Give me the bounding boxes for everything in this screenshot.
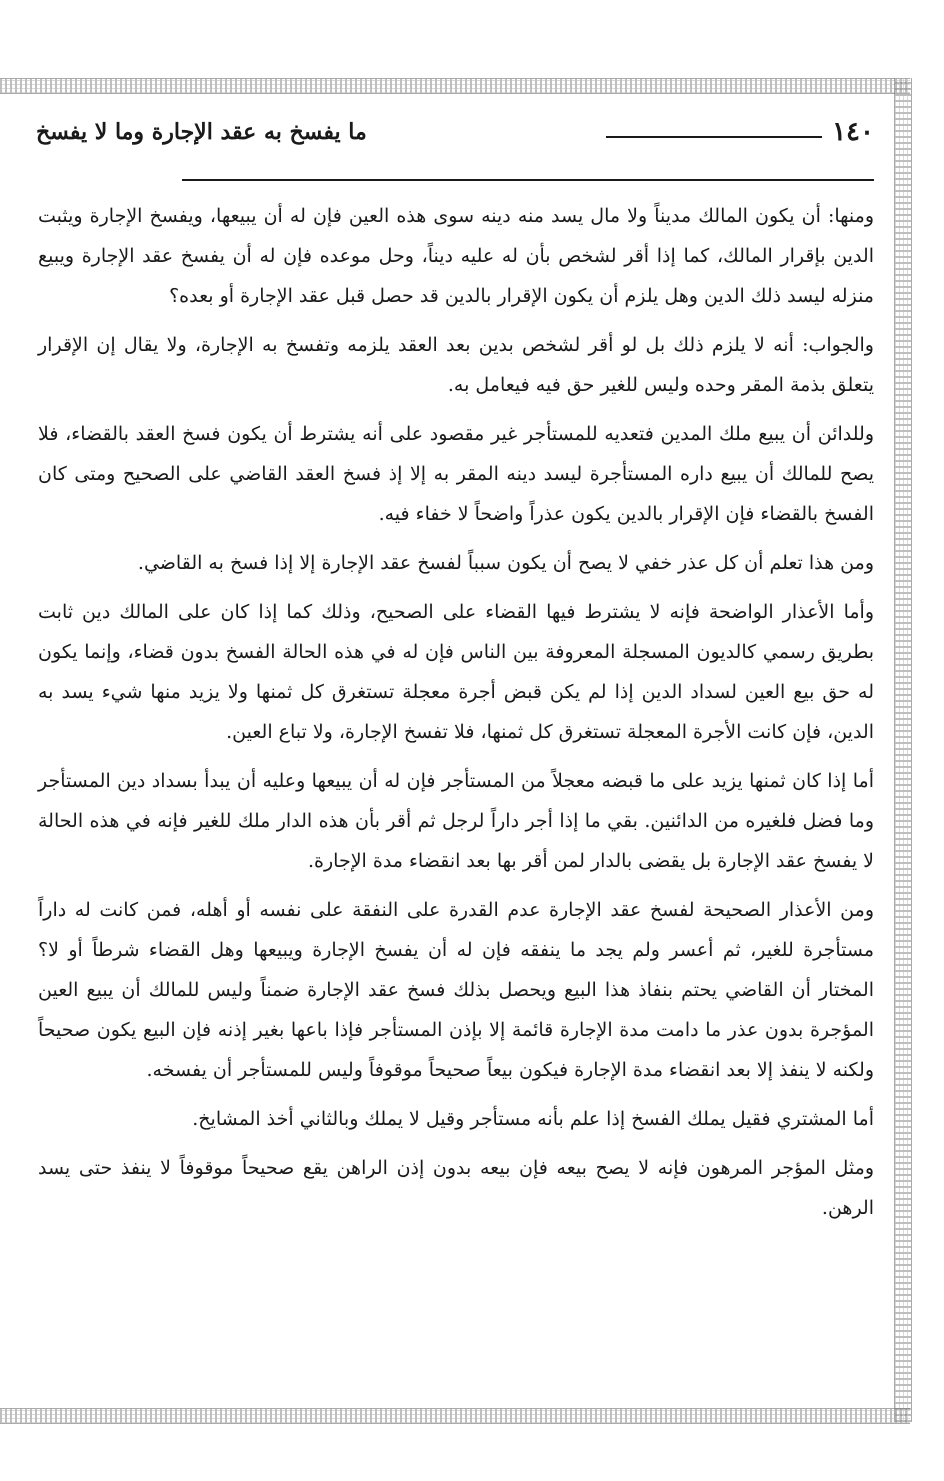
paragraph: ومنها: أن يكون المالك مديناً ولا مال يسد منه دينه سوى هذه العين فإن له أن يبيعها، ويفسخ الإجارة ويثبت الدين بإقرار المالك، كما إذا أقر لشخص بأن له عليه ديناً، وحل موعده فإن له أن يفسخ عقد الإجارة ويبيع منزله ليسد ذلك الدين وهل يلزم أن يكون الإقرار بالدين قد حصل قبل عقد الإجارة أو بعده؟ (38, 205, 874, 307)
body-text (38, 196, 874, 1237)
paragraph: ومثل المؤجر المرهون فإنه لا يصح بيعه فإن بيعه بدون إذن الراهن يقع صحيحاً موقوفاً لا ينفذ حتى يسد الرهن. (38, 1157, 874, 1219)
header-divider (182, 179, 874, 181)
paragraph: أما إذا كان ثمنها يزيد على ما قبضه معجلاً من المستأجر فإن له أن يبيعها وعليه أن يبدأ بسداد دين المستأجر وما فضل فلغيره من الدائنين. بقي ما إذا أجر داراً لرجل ثم أقر بأن هذه الدار ملك للغير فإنه في هذه الحالة لا يفسخ عقد الإجارة بل يقضى بالدار لمن أقر بها بعد انقضاء مدة الإجارة. (38, 770, 874, 872)
header-rule (606, 136, 822, 138)
paragraph: وأما الأعذار الواضحة فإنه لا يشترط فيها القضاء على الصحيح، وذلك كما إذا كان على المالك دين ثابت بطريق رسمي كالديون المسجلة المعروفة بين الناس فإن له في هذه الحالة الفسخ بدون قضاء، وإنما يكون له حق بيع العين لسداد الدين إذا لم يكن قبض أجرة معجلة تستغرق كل ثمنها ولا يزيد منها شيء يسد به الدين، فإن كانت الأجرة المعجلة تستغرق كل ثمنها، فلا تفسخ الإجارة، ولا تباع العين. (38, 601, 874, 743)
running-title: ما يفسخ به عقد الإجارة وما لا يفسخ (36, 119, 367, 145)
page-header (36, 112, 874, 152)
ornamental-border-right (894, 78, 912, 1422)
paragraph: ومن الأعذار الصحيحة لفسخ عقد الإجارة عدم القدرة على النفقة على نفسه أو أهله، فمن كانت له داراً مستأجرة للغير، ثم أعسر ولم يجد ما ينفقه فإن له أن يفسخ الإجارة ويبيعها وهل القضاء شرطاً أو لا؟ المختار أن القاضي يحتم بنفاذ هذا البيع ويحصل بذلك فسخ عقد الإجارة ضمناً وليس للمالك أن يبيع العين المؤجرة بدون عذر ما دامت مدة الإجارة قائمة إلا بإذن المستأجر فإذا باعها بغير إذنه فإن البيع يكون صحيحاً ولكنه لا ينفذ إلا بعد انقضاء مدة الإجارة فيكون بيعاً صحيحاً موقوفاً وليس للمستأجر أن يفسخه. (38, 899, 874, 1081)
paragraph: ومن هذا تعلم أن كل عذر خفي لا يصح أن يكون سبباً لفسخ عقد الإجارة إلا إذا فسخ به القاضي. (137, 552, 874, 574)
paragraph: أما المشتري فقيل يملك الفسخ إذا علم بأنه مستأجر وقيل لا يملك وبالثاني أخذ المشايخ. (192, 1108, 874, 1130)
ornamental-border-top (0, 78, 910, 94)
page-number: ١٤٠ (832, 117, 874, 147)
paragraph: وللدائن أن يبيع ملك المدين فتعديه للمستأجر غير مقصود على أنه يشترط أن يكون فسخ العقد بالقضاء، فلا يصح للمالك أن يبيع داره المستأجرة ليسد دينه المقر به إلا إذ فسخ العقد القاضي على الصحيح ومتى كان الفسخ بالقضاء فإن الإقرار بالدين يكون عذراً واضحاً لا خفاء فيه. (38, 423, 874, 525)
paragraph: والجواب: أنه لا يلزم ذلك بل لو أقر لشخص بدين بعد العقد يلزمه وتفسخ به الإجارة، ولا يقال إن الإقرار يتعلق بذمة المقر وحده وليس للغير حق فيه فيعامل به. (38, 334, 874, 396)
ornamental-border-bottom (0, 1408, 910, 1424)
